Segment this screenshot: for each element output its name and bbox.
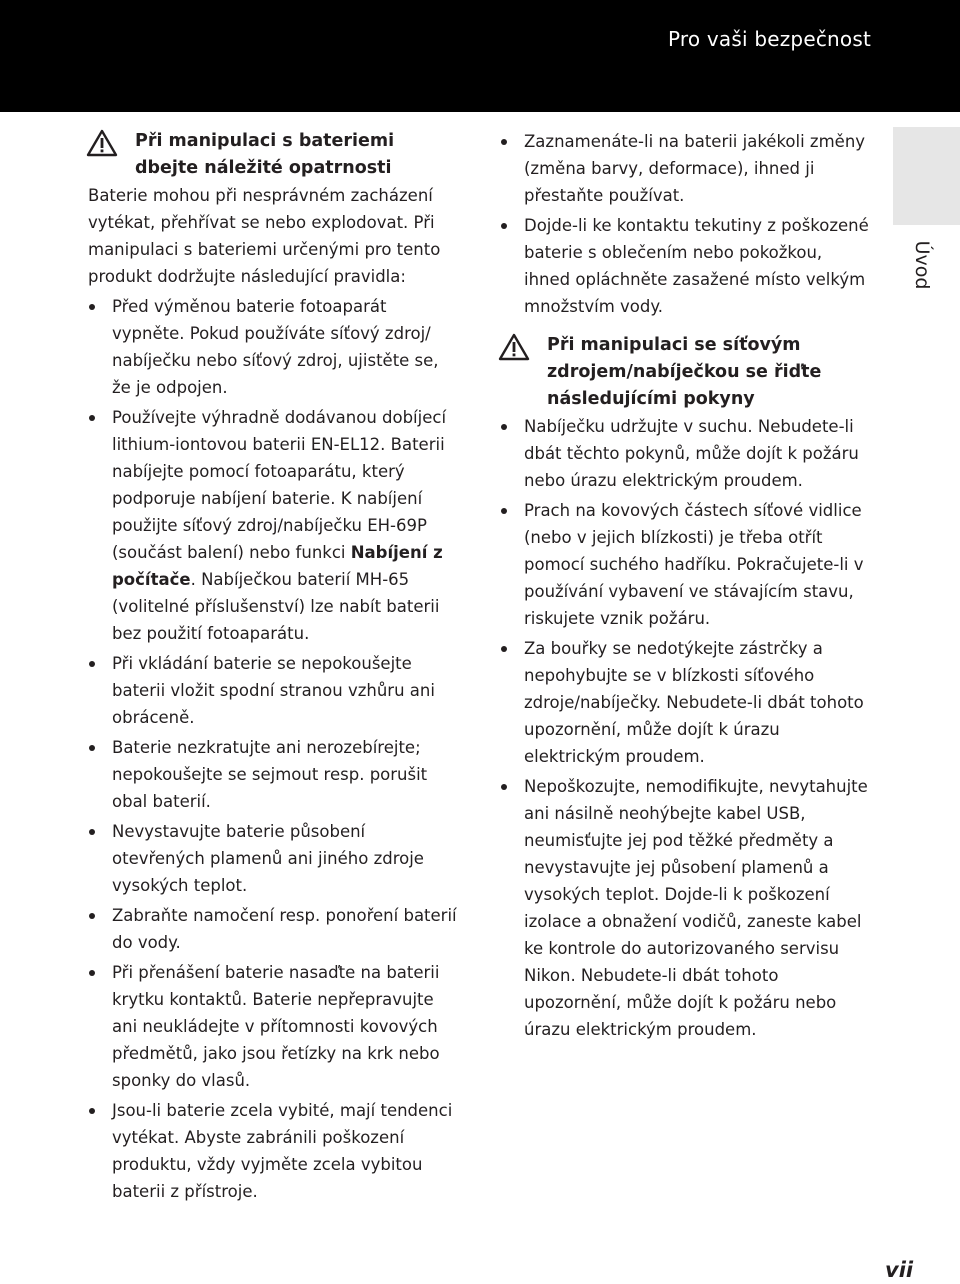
list-item: Prach na kovových částech síťové vidlice (nebo v jejich blízkosti) je třeba otřít pomocí suchého hadříku. Pokračujete-li v používání vybavení ve stávajícím stavu, riskujete vznik požáru. xyxy=(500,497,870,632)
list-item: Zabraňte namočení resp. ponoření baterií do vody. xyxy=(88,902,460,956)
list-item: Před výměnou baterie fotoaparát vypněte. Pokud používáte síťový zdroj/ nabíječku nebo síťový zdroj, ujistěte se, že je odpojen. xyxy=(88,293,460,401)
list-item: Jsou-li baterie zcela vybité, mají tendenci vytékat. Abyste zabránili poškození produktu, vždy vyjměte zcela vybitou baterii z přístroje. xyxy=(88,1097,460,1205)
list-item: Při přenášení baterie nasaďte na baterii krytku kontaktů. Baterie nepřepravujte ani neukládejte v přítomnosti kovových předmětů, jako jsou řetízky na krk nebo sponky do vlasů. xyxy=(88,959,460,1094)
bullet-dot xyxy=(501,646,507,652)
section-tab xyxy=(893,127,960,225)
section-tab-label: Úvod xyxy=(911,240,933,290)
header-title: Pro vaši bezpečnost xyxy=(668,27,871,51)
battery-intro: Baterie mohou při nesprávném zacházení vytékat, přehřívat se nebo explodovat. Při manipulaci s bateriemi určenými pro tento produkt dodržujte následující pravidla: xyxy=(88,186,441,286)
list-item: Nevystavujte baterie působení otevřených plamenů ani jiného zdroje vysokých teplot. xyxy=(88,818,460,899)
bullet-dot xyxy=(89,661,95,667)
bullet-dot xyxy=(89,1108,95,1114)
list-item: Nabíječku udržujte v suchu. Nebudete-li dbát těchto pokynů, může dojít k požáru nebo úrazu elektrickým proudem. xyxy=(500,413,870,494)
list-item: Baterie nezkratujte ani nerozebírejte; nepokoušejte se sejmout resp. porušit obal baterií. xyxy=(88,734,460,815)
bullet-dot xyxy=(501,139,507,145)
left-column xyxy=(88,128,460,1208)
charger-caution-heading xyxy=(500,332,870,413)
warning-triangle-icon xyxy=(498,333,530,361)
bullet-dot xyxy=(89,745,95,751)
list-item: Nepoškozujte, nemodifikujte, nevytahujte ani násilně neohýbejte kabel USB, neumisťujte jej pod těžké předměty a nevystavujte jej působení plamenů a vysokých teplot. Dojde-li k poškození izolace a obnažení vodičů, zaneste kabel ke kontrole do autorizovaného servisu Nikon. Nebudete-li dbát tohoto upozornění, může dojít k požáru nebo úrazu elektrickým proudem. xyxy=(500,773,870,1043)
bullet-dot xyxy=(89,913,95,919)
bullet-dot xyxy=(89,970,95,976)
charger-rules-list xyxy=(500,413,870,1043)
bullet-dot xyxy=(89,304,95,310)
right-column xyxy=(500,128,870,1046)
charger-caution-title: Při manipulaci se síťovým zdrojem/nabíječkou se řiďte následujícími pokyny xyxy=(547,335,822,409)
bullet-dot xyxy=(89,415,95,421)
list-item: Dojde-li ke kontaktu tekutiny z poškozené baterie s oblečením nebo pokožkou, ihned opláchněte zasažené místo velkým množstvím vody. xyxy=(500,212,870,320)
battery-rules-continued xyxy=(500,128,870,320)
battery-caution-heading xyxy=(88,128,460,182)
list-item: Za bouřky se nedotýkejte zástrčky a nepohybujte se v blízkosti síťového zdroje/nabíječky. Nebudete-li dbát tohoto upozornění, může dojít k úrazu elektrickým proudem. xyxy=(500,635,870,770)
list-item: Při vkládání baterie se nepokoušejte baterii vložit spodní stranou vzhůru ani obráceně. xyxy=(88,650,460,731)
bullet-dot xyxy=(501,784,507,790)
warning-triangle-icon xyxy=(86,129,118,157)
list-item: Zaznamenáte-li na baterii jakékoli změny (změna barvy, deformace), ihned ji přestaňte používat. xyxy=(500,128,870,209)
page-header xyxy=(0,0,960,112)
page-number: vii xyxy=(885,1258,914,1282)
bullet-dot xyxy=(501,424,507,430)
list-item: Používejte výhradně dodávanou dobíjecí lithium-iontovou baterii EN-EL12. Baterii nabíjejte pomocí fotoaparátu, který podporuje nabíjení baterie. K nabíjení použijte síťový zdroj/nabíječku EH-69P (součást balení) nebo funkci Nabíjení z počítače. Nabíječkou baterií MH-65 (volitelné příslušenství) lze nabít baterii bez použití fotoaparátu. xyxy=(88,404,460,647)
bullet-dot xyxy=(501,508,507,514)
battery-rules-list xyxy=(88,293,460,1205)
battery-caution-title: Při manipulaci s bateriemi dbejte náležité opatrnosti xyxy=(135,131,395,178)
bullet-dot xyxy=(501,223,507,229)
menu-reference: Nabíjení z počítače xyxy=(112,543,443,589)
bullet-dot xyxy=(89,829,95,835)
